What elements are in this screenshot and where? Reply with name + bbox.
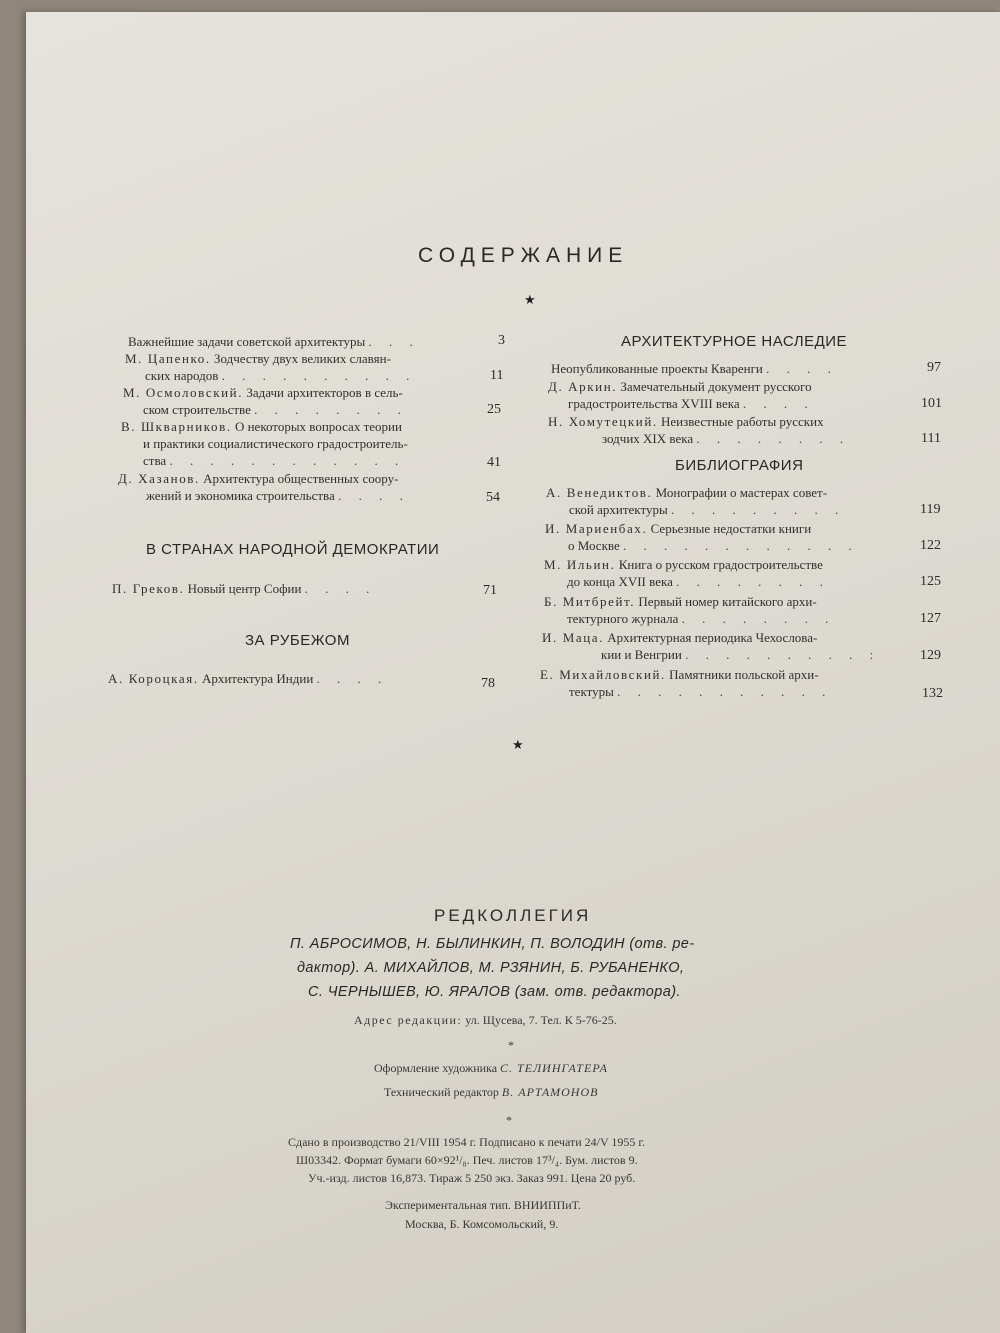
leader-dots: . . . xyxy=(368,334,420,349)
page-number: 78 xyxy=(481,676,495,691)
leader-dots: . . . . xyxy=(766,361,838,376)
entry-title-cont: до конца XVII века xyxy=(567,574,673,589)
entry-title: Серьезные недостатки книги xyxy=(650,521,812,536)
imprint-line-3: Уч.-изд. листов 16,873. Тираж 5 250 экз. Заказ 991. Цена 20 руб. xyxy=(308,1171,636,1185)
page-number: 41 xyxy=(487,455,501,470)
page-number: 97 xyxy=(927,360,941,375)
leader-dots: . . . . . . . . . . xyxy=(221,368,417,383)
entry-title: Зодчеству двух великих славян- xyxy=(214,351,391,366)
entry-title-cont: градостроительства XVIII века xyxy=(568,396,740,411)
toc-entry-marienbach xyxy=(545,520,859,554)
page-number: 122 xyxy=(920,538,941,553)
toc-entry-4 xyxy=(121,418,408,469)
designer-label: Оформление художника xyxy=(374,1061,498,1075)
entry-author: Н. Хомутецкий. xyxy=(548,414,658,429)
section-heading-bibliography: БИБЛИОГРАФИЯ xyxy=(675,457,804,474)
toc-entry-1 xyxy=(128,333,420,350)
leader-dots: . . . . . . . . . xyxy=(670,502,846,517)
entry-title-cont: о Москве xyxy=(568,538,620,553)
address-value: ул. Щусева, 7. Тел. К 5-76-25. xyxy=(465,1013,617,1027)
page-number: 127 xyxy=(920,611,941,626)
leader-dots: . . . . . . . . . : xyxy=(685,647,881,662)
entry-author: И. Маца. xyxy=(542,630,604,645)
entry-author: Б. Митбрейт. xyxy=(544,594,636,609)
printer-name: Экспериментальная тип. ВНИИППиТ. xyxy=(385,1198,581,1212)
designer-name: С. ТЕЛИНГАТЕРА xyxy=(500,1061,608,1075)
entry-title: Монографии о мастерах совет- xyxy=(655,485,828,500)
page-number: 101 xyxy=(921,396,942,411)
entry-title-cont: тектурного журнала xyxy=(567,611,679,626)
page-number: 111 xyxy=(921,431,941,446)
page-number: 125 xyxy=(920,574,941,589)
editorial-board-heading: РЕДКОЛЛЕГИЯ xyxy=(434,906,592,925)
entry-author: А. Короцкая. xyxy=(108,671,199,686)
entry-author: И. Мариенбах. xyxy=(545,521,648,536)
page-number: 11 xyxy=(490,368,504,383)
imprint-line-2: Ш03342. Формат бумаги 60×92¹/₈. Печ. листов 17³/₄. Бум. листов 9. xyxy=(296,1153,638,1167)
designer-credit xyxy=(374,1061,608,1076)
tech-editor-credit xyxy=(384,1085,598,1100)
entry-author: П. Греков. xyxy=(112,581,185,596)
contents-title: СОДЕРЖАНИЕ xyxy=(418,244,629,267)
toc-entry-venediktov xyxy=(546,484,845,518)
printer-address: Москва, Б. Комсомольский, 9. xyxy=(405,1217,559,1231)
entry-title: Замечательный документ русского xyxy=(620,379,812,394)
entry-title: Неопубликованные проекты Кваренги xyxy=(551,361,763,376)
toc-entry-matsa xyxy=(542,629,880,663)
entry-title: Архитектура общественных соору- xyxy=(203,471,399,486)
toc-entry-arkin xyxy=(548,378,815,412)
entry-title-cont: ской архитектуры xyxy=(569,502,668,517)
page-number: 129 xyxy=(920,648,941,663)
entry-title-cont: и практики социалистического градостроитель- xyxy=(143,436,408,451)
separator-asterisk: * xyxy=(506,1113,512,1127)
toc-entry-khomutetsky xyxy=(548,413,850,447)
leader-dots: . . . . xyxy=(338,488,410,503)
address-label: Адрес редакции: xyxy=(354,1013,463,1027)
entry-author: А. Венедиктов. xyxy=(546,485,653,500)
leader-dots: . . . . . . . . xyxy=(254,402,408,417)
entry-title: Архитектурная периодика Чехослова- xyxy=(607,630,818,645)
section-heading-abroad: ЗА РУБЕЖОМ xyxy=(245,632,350,649)
entry-author: Е. Михайловский. xyxy=(540,667,666,682)
entry-author: Д. Аркин. xyxy=(548,379,618,394)
section-heading-democracies: В СТРАНАХ НАРОДНОЙ ДЕМОКРАТИИ xyxy=(146,541,440,558)
toc-entry-quarenghi xyxy=(551,360,838,377)
entry-author: В. Шкварников. xyxy=(121,419,232,434)
editorial-board-line-2: дактор). А. МИХАЙЛОВ, М. РЗЯНИН, Б. РУБАНЕНКО, xyxy=(297,960,685,976)
star-ornament-top: ★ xyxy=(524,292,536,307)
editorial-board-line-3: С. ЧЕРНЫШЕВ, Ю. ЯРАЛОВ (зам. отв. редактора). xyxy=(308,984,681,1000)
toc-entry-3 xyxy=(123,384,408,418)
entry-author: М. Цапенко. xyxy=(125,351,211,366)
page-number: 25 xyxy=(487,402,501,417)
leader-dots: . . . . . . . . xyxy=(676,574,830,589)
leader-dots: . . . . xyxy=(304,581,377,596)
entry-title-cont: ских народов xyxy=(145,368,219,383)
entry-author: М. Ильин. xyxy=(544,557,616,572)
separator-asterisk: * xyxy=(508,1038,514,1052)
toc-entry-india xyxy=(108,670,388,687)
entry-title: Книга о русском градостроительстве xyxy=(618,557,823,572)
entry-title: Архитектура Индии xyxy=(201,671,314,686)
entry-title-cont: жений и экономика строительства xyxy=(146,488,335,503)
editorial-board-line-1: П. АБРОСИМОВ, Н. БЫЛИНКИН, П. ВОЛОДИН (отв. ре- xyxy=(290,936,695,952)
leader-dots: . . . . . . . . xyxy=(681,611,836,626)
toc-entry-mikhailovsky xyxy=(540,666,832,700)
entry-title-cont: зодчих XIX века xyxy=(602,431,694,446)
entry-title: Неизвестные работы русских xyxy=(660,414,824,429)
leader-dots: . . . . xyxy=(742,396,815,411)
toc-entry-ilyin xyxy=(544,556,830,590)
page-number: 71 xyxy=(483,583,497,598)
entry-title: Новый центр Софии xyxy=(187,581,302,596)
entry-title-cont: ском строительстве xyxy=(143,402,251,417)
leader-dots: . . . . . . . . . . . . xyxy=(169,453,406,468)
entry-title-cont: кии и Венгрии xyxy=(601,647,682,662)
tech-editor-name: В. АРТАМОНОВ xyxy=(501,1085,599,1099)
imprint-line-1: Сдано в производство 21/VIII 1954 г. Подписано к печати 24/V 1955 г. xyxy=(288,1135,645,1149)
leader-dots: . . . . . . . . . . . xyxy=(617,684,833,699)
section-heading-heritage: АРХИТЕКТУРНОЕ НАСЛЕДИЕ xyxy=(621,333,848,350)
leader-dots: . . . . xyxy=(316,671,389,686)
toc-entry-2 xyxy=(125,350,416,384)
tech-editor-label: Технический редактор xyxy=(384,1085,499,1099)
entry-author: Д. Хазанов. xyxy=(118,471,200,486)
leader-dots: . . . . . . . . xyxy=(696,431,851,446)
entry-title-cont: тектуры xyxy=(569,684,614,699)
entry-title: Задачи архитекторов в сель- xyxy=(246,385,403,400)
toc-entry-5 xyxy=(118,470,410,504)
entry-title-cont: ства xyxy=(143,453,167,468)
entry-title: Первый номер китайского архи- xyxy=(638,594,817,609)
toc-entry-sofia xyxy=(112,580,376,597)
page-number: 3 xyxy=(498,333,505,348)
entry-author: М. Осмоловский. xyxy=(123,385,244,400)
page-number: 54 xyxy=(486,490,500,505)
page-number: 119 xyxy=(920,502,941,517)
page-number: 132 xyxy=(922,686,943,701)
entry-title: Важнейшие задачи советской архитектуры xyxy=(128,334,366,349)
editorial-address xyxy=(354,1013,617,1028)
leader-dots: . . . . . . . . . . . . xyxy=(622,538,859,553)
toc-entry-mitbreit xyxy=(544,593,835,627)
star-ornament-bottom: ★ xyxy=(512,737,524,752)
entry-title: Памятники польской архи- xyxy=(669,667,819,682)
entry-title: О некоторых вопросах теории xyxy=(234,419,402,434)
